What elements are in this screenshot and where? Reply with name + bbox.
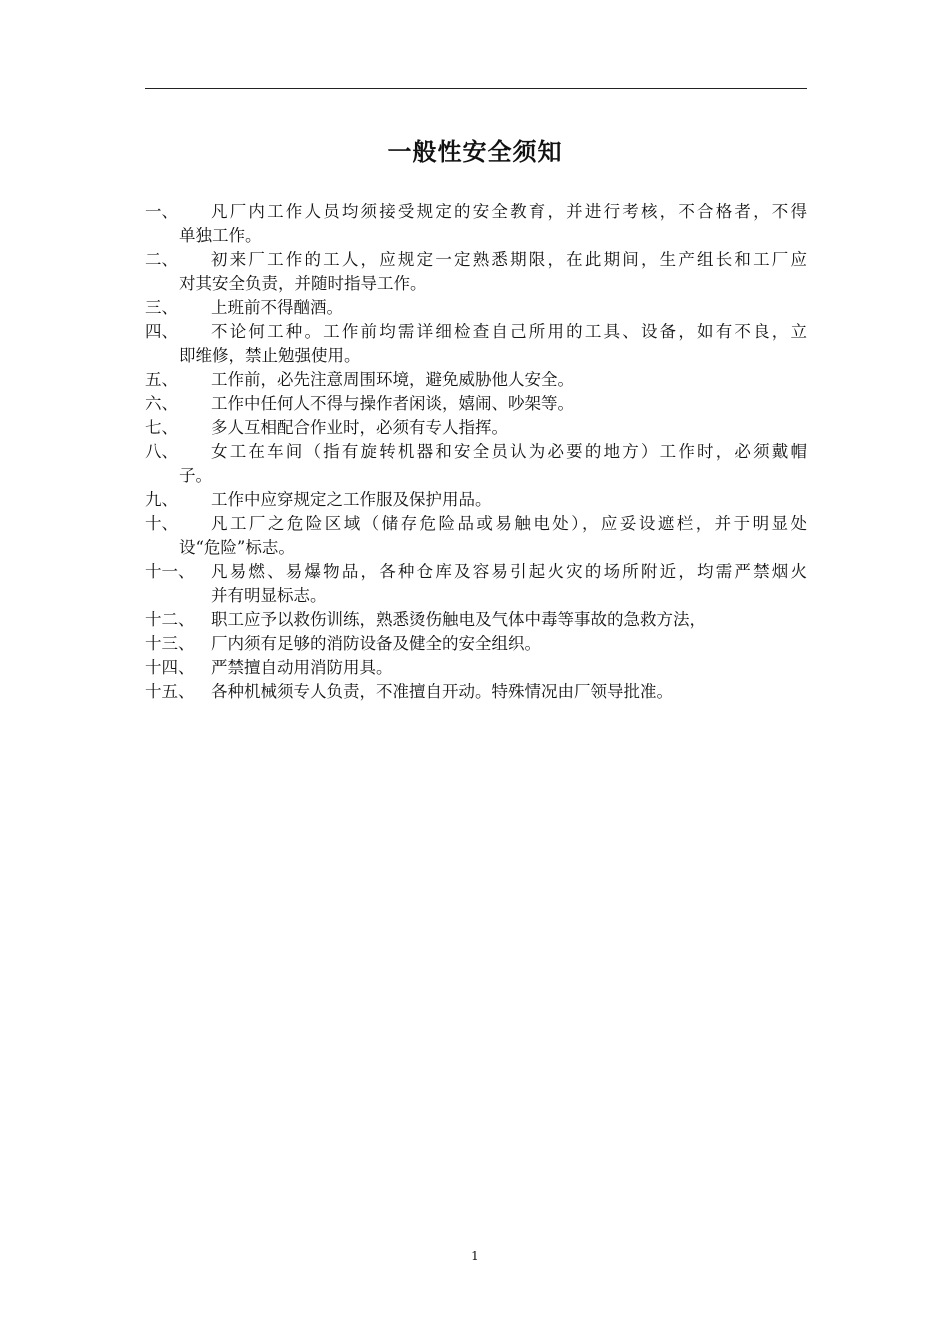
item-number: 四、: [145, 322, 178, 341]
item-text: [179, 440, 807, 488]
item-line: 工作中应穿规定之工作服及保护用品。: [211, 490, 492, 509]
document-title: 一般性安全须知: [387, 137, 563, 166]
item-line-continued: 即维修，禁止勉强使用。: [179, 346, 361, 365]
item-line: 厂内须有足够的消防设备及健全的安全组织。: [211, 634, 541, 653]
item-line: 严禁擅自动用消防用具。: [211, 658, 393, 677]
list-item: [145, 440, 807, 488]
list-item: [145, 560, 807, 608]
item-line: 各种机械须专人负责，不准擅自开动。特殊情况由厂领导批准。: [211, 682, 673, 701]
item-text: [211, 560, 807, 608]
item-line: 多人互相配合作业时，必须有专人指挥。: [211, 418, 508, 437]
list-item: [145, 392, 807, 416]
item-text: [211, 680, 807, 704]
list-item: [145, 416, 807, 440]
rules-list: [145, 200, 807, 704]
list-item: [145, 656, 807, 680]
item-line: 工作中任何人不得与操作者闲谈，嬉闹、吵架等。: [211, 394, 574, 413]
item-text: [179, 416, 807, 440]
item-line-continued: 设“危险”标志。: [179, 538, 295, 557]
item-text: [179, 392, 807, 416]
item-number: 七、: [145, 418, 178, 437]
item-number: 十五、: [145, 682, 195, 701]
page-number: 1: [471, 1249, 479, 1263]
item-number: 十三、: [145, 634, 195, 653]
item-number: 十二、: [145, 610, 195, 629]
list-item: [145, 632, 807, 656]
item-line: 上班前不得酗酒。: [211, 298, 343, 317]
list-item: [145, 248, 807, 296]
item-text: [179, 368, 807, 392]
item-number: 八、: [145, 442, 178, 461]
item-number: 五、: [145, 370, 178, 389]
list-item: [145, 680, 807, 704]
item-text: [211, 608, 807, 632]
item-line-continued: 单独工作。: [179, 226, 262, 245]
item-number: 三、: [145, 298, 178, 317]
item-number: 二、: [145, 250, 178, 269]
item-text: [179, 512, 807, 560]
item-number: 十四、: [145, 658, 195, 677]
item-text: [211, 656, 807, 680]
item-text: [179, 488, 807, 512]
list-item: [145, 320, 807, 368]
item-line: 不论何工种。工作前均需详细检查自己所用的工具、设备，如有不良，立: [211, 322, 807, 341]
item-line-continued: 子。: [179, 466, 212, 485]
item-line: 工作前，必先注意周围环境，避免威胁他人安全。: [211, 370, 574, 389]
item-line: 凡厂内工作人员均须接受规定的安全教育，并进行考核，不合格者，不得: [211, 202, 807, 221]
item-text: [179, 200, 807, 248]
item-text: [179, 296, 807, 320]
item-text: [179, 248, 807, 296]
item-line: 初来厂工作的工人，应规定一定熟悉期限，在此期间，生产组长和工厂应: [211, 250, 807, 269]
list-item: [145, 488, 807, 512]
item-line-continued: 并有明显标志。: [211, 586, 327, 605]
item-number: 一、: [145, 202, 178, 221]
item-line: 凡易燃、易爆物品，各种仓库及容易引起火灾的场所附近，均需严禁烟火: [211, 562, 807, 581]
list-item: [145, 512, 807, 560]
item-number: 十、: [145, 514, 178, 533]
item-line: 职工应予以救伤训练，熟悉烫伤触电及气体中毒等事故的急救方法，: [211, 610, 706, 629]
item-line-continued: 对其安全负责，并随时指导工作。: [179, 274, 427, 293]
item-number: 九、: [145, 490, 178, 509]
list-item: [145, 200, 807, 248]
list-item: [145, 296, 807, 320]
list-item: [145, 368, 807, 392]
item-line: 凡工厂之危险区域（储存危险品或易触电处），应妥设遮栏，并于明显处: [211, 514, 807, 533]
item-text: [211, 632, 807, 656]
item-line: 女工在车间（指有旋转机器和安全员认为必要的地方）工作时，必须戴帽: [211, 442, 807, 461]
list-item: [145, 608, 807, 632]
item-text: [179, 320, 807, 368]
header-rule: [145, 88, 807, 89]
item-number: 六、: [145, 394, 178, 413]
item-number: 十一、: [145, 562, 195, 581]
